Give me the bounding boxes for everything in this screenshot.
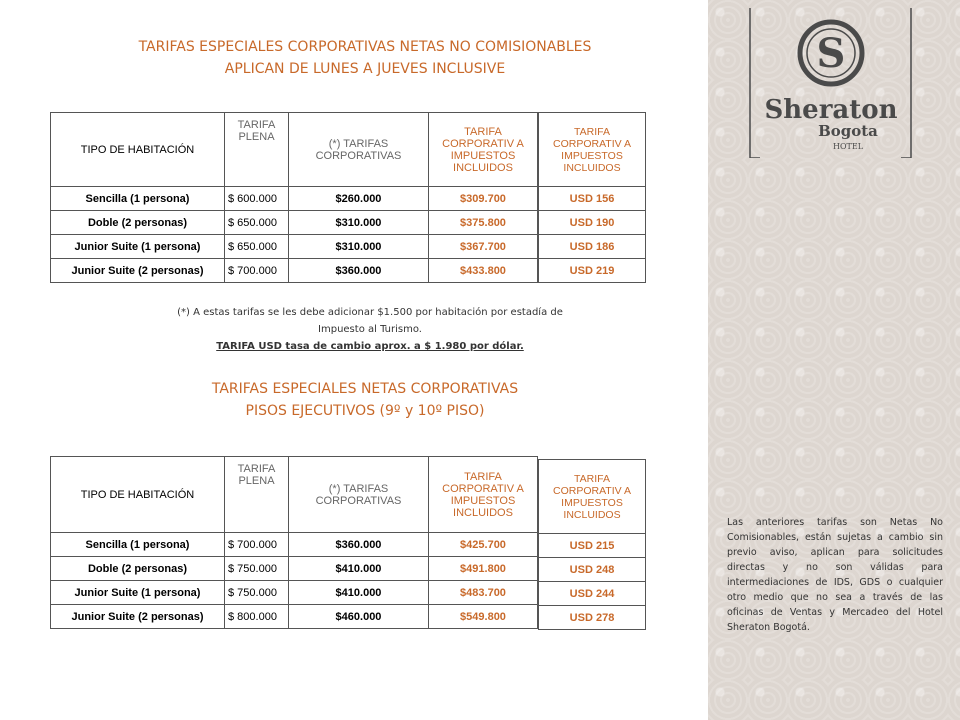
full-rate-cell: $ 600.000	[225, 187, 289, 211]
room-type-cell: Doble (2 personas)	[51, 557, 225, 581]
usd-table-standard	[538, 112, 646, 283]
sheraton-s-crest-icon	[748, 8, 913, 158]
usd-rate-cell: USD 186	[539, 235, 646, 259]
corporate-rate-cell: $260.000	[289, 187, 429, 211]
header-usd-rate: TARIFA CORPORATIV A IMPUESTOS INCLUIDOS	[539, 460, 646, 534]
table-row	[51, 235, 538, 259]
usd-rate-cell: USD 278	[539, 606, 646, 630]
header-full-rate: TARIFA PLENA	[225, 457, 289, 533]
section2-title	[40, 378, 690, 422]
table-row	[51, 581, 538, 605]
table-row	[51, 187, 538, 211]
room-type-cell: Junior Suite (2 personas)	[51, 605, 225, 629]
room-type-cell: Sencilla (1 persona)	[51, 533, 225, 557]
rate-with-taxes-cell: $367.700	[429, 235, 538, 259]
usd-rate-cell: USD 248	[539, 558, 646, 582]
sidebar	[708, 0, 960, 720]
corporate-rate-cell: $310.000	[289, 211, 429, 235]
usd-row	[539, 606, 646, 630]
usd-rate-cell: USD 215	[539, 534, 646, 558]
rate-with-taxes-cell: $483.700	[429, 581, 538, 605]
usd-table-executive	[538, 459, 646, 630]
table-row	[51, 533, 538, 557]
table-body	[51, 533, 538, 629]
tax-note	[130, 304, 610, 355]
table-row	[51, 211, 538, 235]
room-type-cell: Sencilla (1 persona)	[51, 187, 225, 211]
corporate-rate-cell: $410.000	[289, 581, 429, 605]
header-room-type: TIPO DE HABITACIÓN	[51, 113, 225, 187]
note-line1: (*) A estas tarifas se les debe adicionar $1.500 por habitación por estadía de	[177, 307, 563, 318]
usd-header-row	[539, 113, 646, 187]
note-exchange-rate: TARIFA USD tasa de cambio aprox. a $ 1.980 por dólar.	[216, 341, 524, 352]
rate-with-taxes-cell: $549.800	[429, 605, 538, 629]
rate-with-taxes-cell: $309.700	[429, 187, 538, 211]
full-rate-cell: $ 650.000	[225, 211, 289, 235]
full-rate-cell: $ 800.000	[225, 605, 289, 629]
rate-with-taxes-cell: $491.800	[429, 557, 538, 581]
full-rate-cell: $ 700.000	[225, 533, 289, 557]
usd-row	[539, 211, 646, 235]
full-rate-cell: $ 750.000	[225, 581, 289, 605]
table-row	[51, 259, 538, 283]
disclaimer-text: Las anteriores tarifas son Netas No Comisionables, están sujetas a cambio sin previo aviso, aplican para solicitudes directas y no son válidas para intermediaciones de IDS, GDS o cualquier otro medio que no sea a través de las oficinas de Ventas y Mercadeo del Hotel Sheraton Bogotá.	[727, 517, 943, 633]
note-line2: Impuesto al Turismo.	[318, 324, 422, 335]
usd-row	[539, 259, 646, 283]
header-full-rate: TARIFA PLENA	[225, 113, 289, 187]
logo-city-text: Bogota	[818, 122, 878, 140]
usd-rate-cell: USD 156	[539, 187, 646, 211]
rate-with-taxes-cell: $433.800	[429, 259, 538, 283]
rate-with-taxes-cell: $375.800	[429, 211, 538, 235]
table-row	[51, 557, 538, 581]
usd-row	[539, 558, 646, 582]
room-type-cell: Junior Suite (1 persona)	[51, 581, 225, 605]
usd-rate-cell: USD 190	[539, 211, 646, 235]
corporate-rate-cell: $310.000	[289, 235, 429, 259]
header-rate-with-taxes: TARIFA CORPORATIV A IMPUESTOS INCLUIDOS	[429, 457, 538, 533]
rates-table-executive	[50, 456, 538, 629]
table-body	[51, 187, 538, 283]
header-rate-with-taxes: TARIFA CORPORATIV A IMPUESTOS INCLUIDOS	[429, 113, 538, 187]
section1-title-line1: TARIFAS ESPECIALES CORPORATIVAS NETAS NO COMISIONABLES	[138, 39, 592, 55]
corporate-rate-cell: $460.000	[289, 605, 429, 629]
table-row	[51, 605, 538, 629]
sheraton-logo	[748, 8, 913, 158]
section1-title-line2: APLICAN DE LUNES A JUEVES INCLUSIVE	[224, 61, 506, 77]
section2-title-line2: PISOS EJECUTIVOS (9º y 10º PISO)	[245, 403, 485, 419]
section2-title-line1: TARIFAS ESPECIALES NETAS CORPORATIVAS	[211, 381, 519, 397]
usd-rate-cell: USD 244	[539, 582, 646, 606]
usd-table-body	[539, 187, 646, 283]
usd-row	[539, 534, 646, 558]
full-rate-cell: $ 650.000	[225, 235, 289, 259]
section1-title	[40, 36, 690, 80]
header-corporate-rate: (*) TARIFAS CORPORATIVAS	[289, 113, 429, 187]
usd-row	[539, 187, 646, 211]
rates-table-standard	[50, 112, 538, 283]
rate-with-taxes-cell: $425.700	[429, 533, 538, 557]
full-rate-cell: $ 750.000	[225, 557, 289, 581]
room-type-cell: Junior Suite (1 persona)	[51, 235, 225, 259]
corporate-rate-cell: $360.000	[289, 259, 429, 283]
full-rate-cell: $ 700.000	[225, 259, 289, 283]
usd-row	[539, 235, 646, 259]
header-corporate-rate: (*) TARIFAS CORPORATIVAS	[289, 457, 429, 533]
room-type-cell: Junior Suite (2 personas)	[51, 259, 225, 283]
usd-header-row	[539, 460, 646, 534]
header-room-type: TIPO DE HABITACIÓN	[51, 457, 225, 533]
room-type-cell: Doble (2 personas)	[51, 211, 225, 235]
table-header-row	[51, 113, 538, 187]
svg-text:S: S	[816, 30, 846, 77]
table-header-row	[51, 457, 538, 533]
header-usd-rate: TARIFA CORPORATIV A IMPUESTOS INCLUIDOS	[539, 113, 646, 187]
corporate-rate-cell: $360.000	[289, 533, 429, 557]
usd-table-body	[539, 534, 646, 630]
logo-brand-text: Sheraton	[764, 95, 898, 125]
corporate-rate-cell: $410.000	[289, 557, 429, 581]
usd-row	[539, 582, 646, 606]
usd-rate-cell: USD 219	[539, 259, 646, 283]
logo-sub-text: HOTEL	[832, 142, 864, 151]
